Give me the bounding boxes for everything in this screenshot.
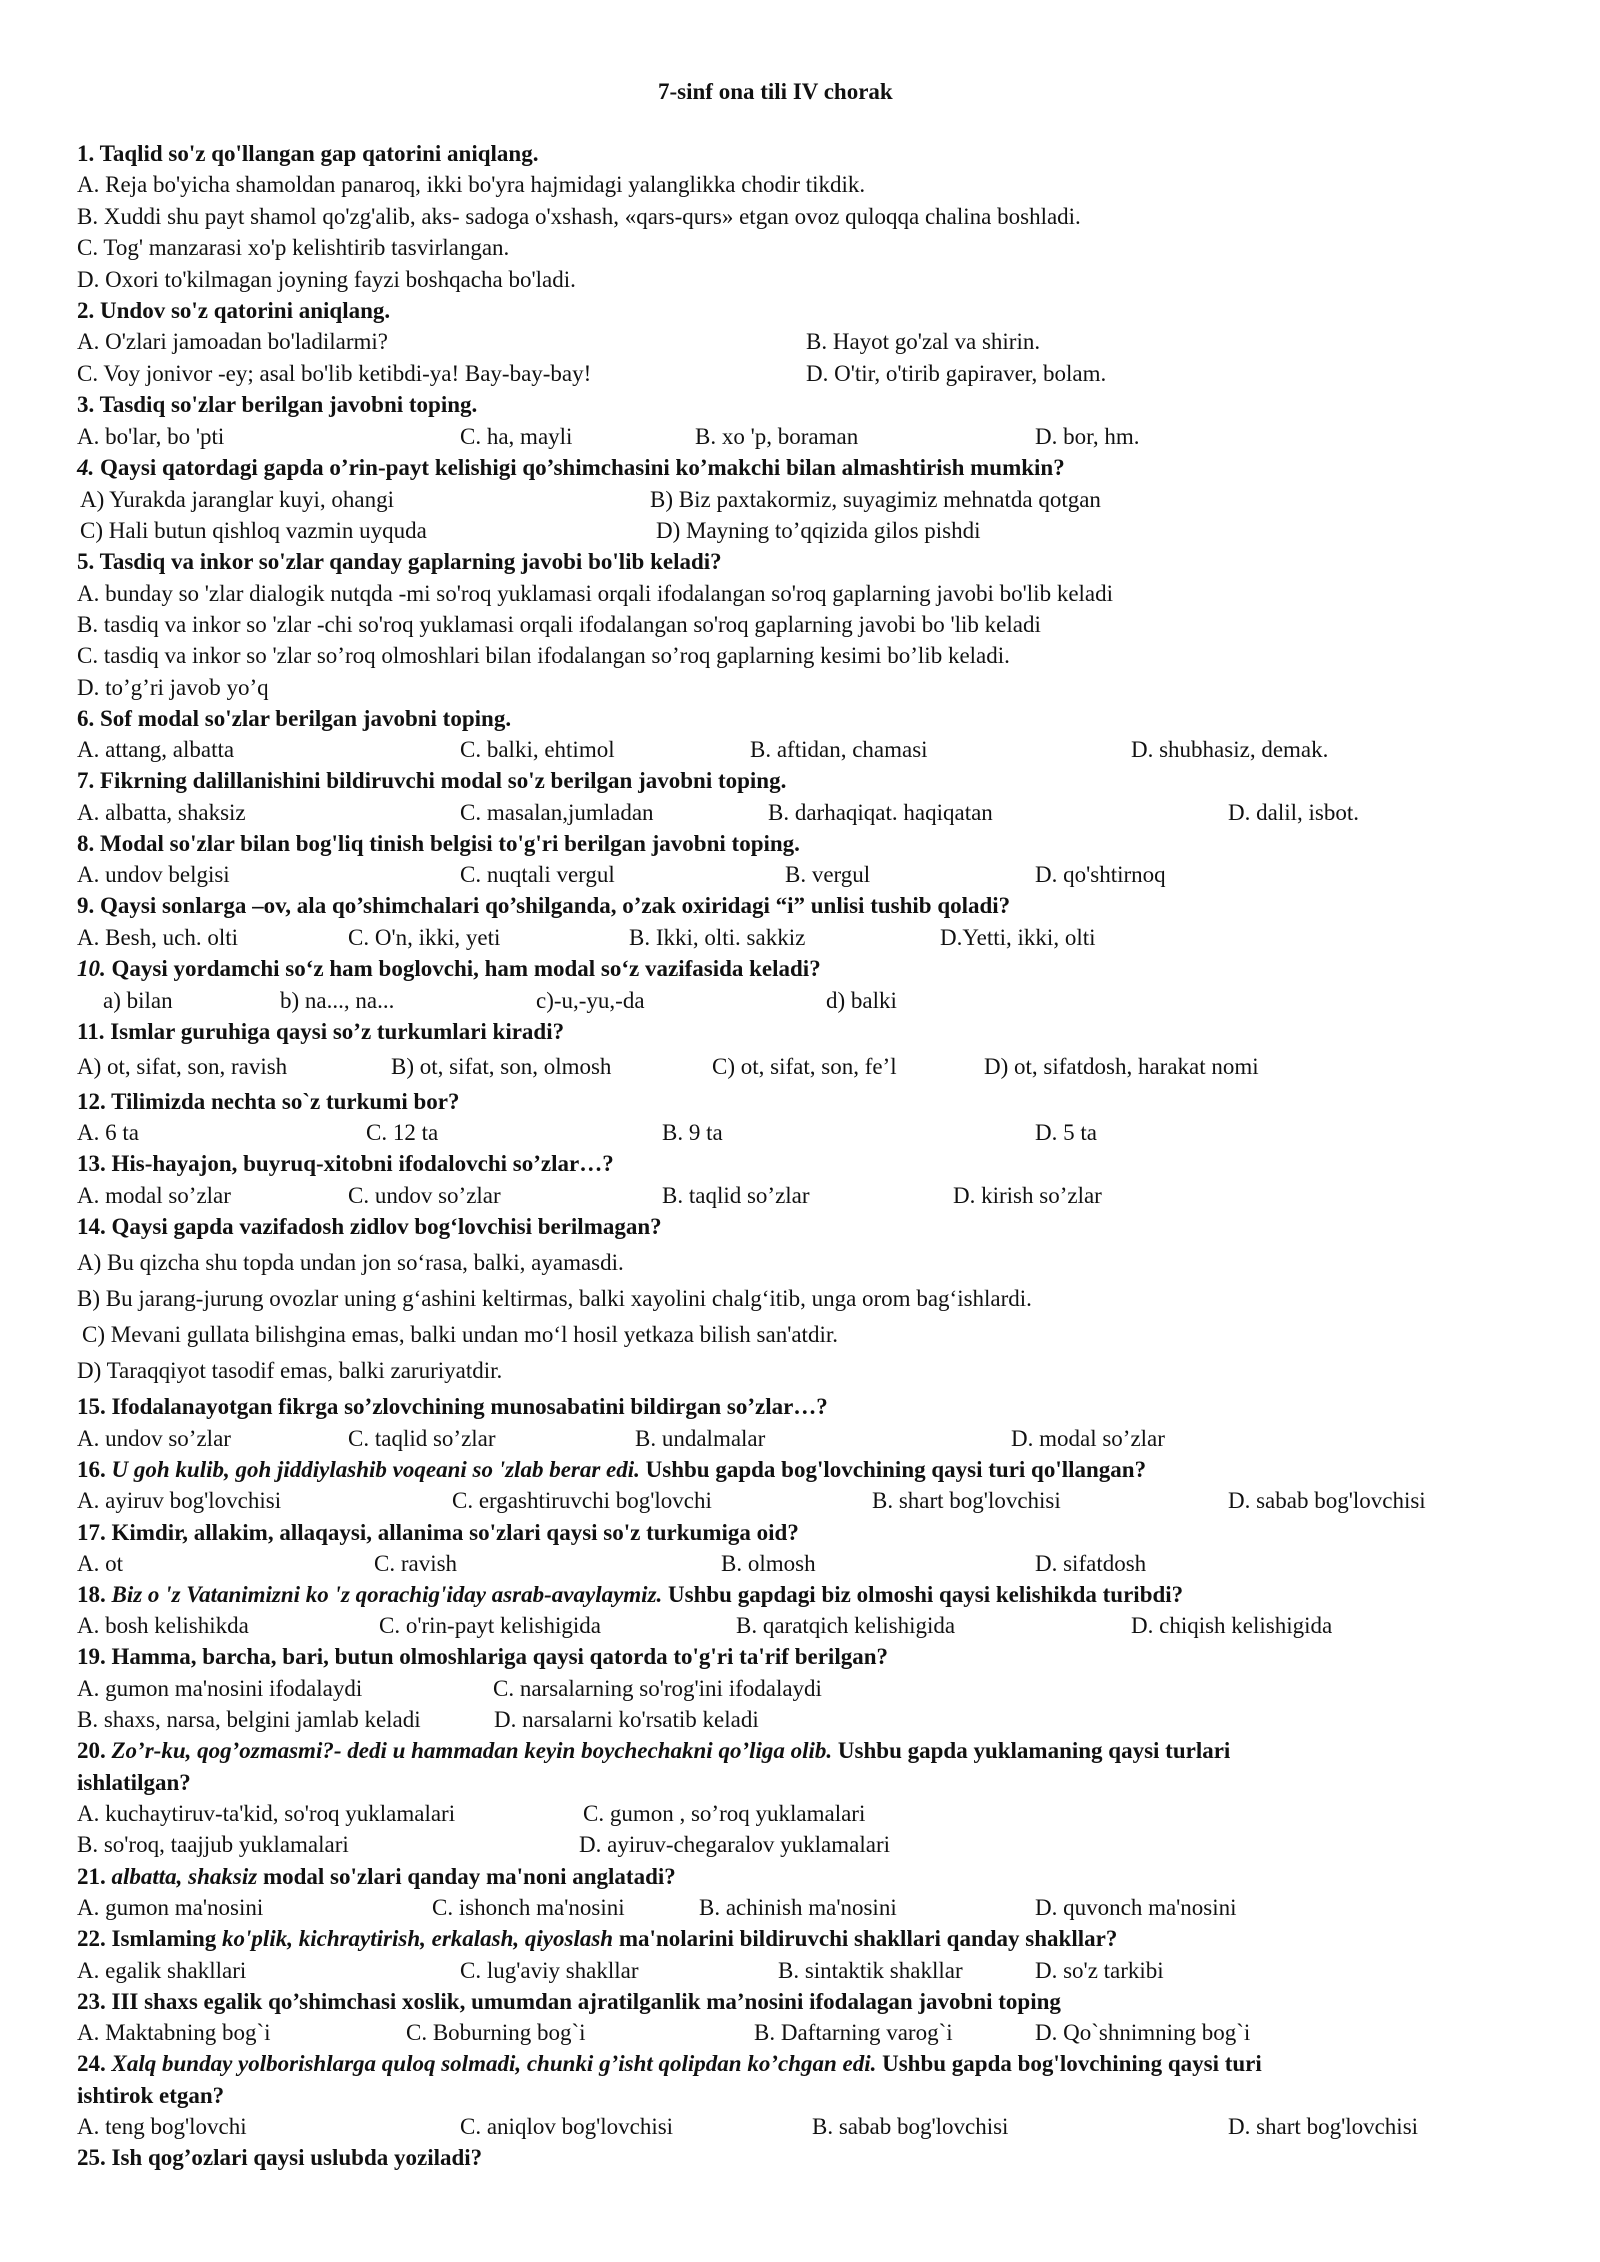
question-19: 19. Hamma, barcha, bari, butun olmoshlariga qaysi qatorda to'g'ri ta'rif berilgan? bbox=[77, 1644, 888, 1669]
q18-option-d: D. chiqish kelishigida bbox=[1131, 1613, 1333, 1638]
q5-option-b: B. tasdiq va inkor so 'zlar -chi so'roq yuklamasi orqali ifodalangan so'roq gaplarning javobi bo 'lib keladi bbox=[77, 612, 1041, 637]
q2-option-d: D. O'tir, o'tirib gapiraver, bolam. bbox=[806, 361, 1107, 386]
q20-option-c: C. gumon , so’roq yuklamalari bbox=[583, 1801, 866, 1826]
q17-option-b: B. olmosh bbox=[721, 1551, 816, 1576]
q8-option-d: D. qo'shtirnoq bbox=[1035, 862, 1166, 887]
q21-quote: albatta, shaksiz bbox=[111, 1864, 258, 1889]
q21-option-c: C. ishonch ma'nosini bbox=[432, 1895, 625, 1920]
question-24-continued: ishtirok etgan? bbox=[77, 2083, 225, 2108]
q2-option-c: C. Voy jonivor -ey; asal bo'lib ketibdi-ya! Bay-bay-bay! bbox=[77, 361, 592, 386]
q24-text: Ushbu gapda bog'lovchining qaysi turi bbox=[876, 2051, 1262, 2076]
question-2: 2. Undov so'z qatorini aniqlang. bbox=[77, 298, 391, 323]
q15-option-a: A. undov so’zlar bbox=[77, 1426, 231, 1451]
q21-option-d: D. quvonch ma'nosini bbox=[1035, 1895, 1237, 1920]
q18-text: Ushbu gapdagi biz olmoshi qaysi kelishikda turibdi? bbox=[662, 1582, 1184, 1607]
q15-option-c: C. taqlid so’zlar bbox=[348, 1426, 496, 1451]
q10-text: Qaysi yordamchi so‘z ham boglovchi, ham modal so‘z vazifasida keladi? bbox=[105, 956, 821, 981]
q13-option-c: C. undov so’zlar bbox=[348, 1183, 501, 1208]
q20-option-d: D. ayiruv-chegaralov yuklamalari bbox=[579, 1832, 891, 1857]
q18-option-b: B. qaratqich kelishigida bbox=[736, 1613, 956, 1638]
q16-quote: U goh kulib, goh jiddiylashib voqeani so 'zlab berar edi. bbox=[111, 1457, 640, 1482]
q1-option-c: C. Tog' manzarasi xo'p kelishtirib tasvirlangan. bbox=[77, 235, 510, 260]
q22-option-a: A. egalik shakllari bbox=[77, 1958, 247, 1983]
q16-option-a: A. ayiruv bog'lovchisi bbox=[77, 1488, 282, 1513]
q8-option-a: A. undov belgisi bbox=[77, 862, 230, 887]
q24-option-d: D. shart bog'lovchisi bbox=[1228, 2114, 1419, 2139]
question-8: 8. Modal so'zlar bilan bog'liq tinish belgisi to'g'ri berilgan javobni toping. bbox=[77, 831, 800, 856]
q20-option-a: A. kuchaytiruv-ta'kid, so'roq yuklamalari bbox=[77, 1801, 456, 1826]
question-20 bbox=[77, 1736, 1230, 1766]
q14-option-a: A) Bu qizcha shu topda undan jon so‘rasa, balki, ayamasdi. bbox=[77, 1250, 624, 1275]
q18-option-a: A. bosh kelishikda bbox=[77, 1613, 249, 1638]
question-22 bbox=[77, 1924, 1117, 1954]
q16-option-c: C. ergashtiruvchi bog'lovchi bbox=[452, 1488, 712, 1513]
q9-option-d: D.Yetti, ikki, olti bbox=[940, 925, 1096, 950]
q16-number: 16. bbox=[77, 1457, 106, 1482]
q17-option-d: D. sifatdosh bbox=[1035, 1551, 1147, 1576]
question-5: 5. Tasdiq va inkor so'zlar qanday gaplarning javobi bo'lib keladi? bbox=[77, 549, 722, 574]
q9-option-b: B. Ikki, olti. sakkiz bbox=[629, 925, 806, 950]
q10-option-a: a) bilan bbox=[103, 988, 173, 1013]
q13-option-a: A. modal so’zlar bbox=[77, 1183, 231, 1208]
q21-number: 21. bbox=[77, 1864, 106, 1889]
q21-option-a: A. gumon ma'nosini bbox=[77, 1895, 264, 1920]
question-20-continued: ishlatilgan? bbox=[77, 1770, 191, 1795]
q10-option-b: b) na..., na... bbox=[280, 988, 395, 1013]
q13-option-b: B. taqlid so’zlar bbox=[662, 1183, 810, 1208]
question-15: 15. Ifodalanayotgan fikrga so’zlovchining munosabatini bildirgan so’zlar…? bbox=[77, 1394, 828, 1419]
q7-option-c: C. masalan,jumladan bbox=[460, 800, 654, 825]
q18-option-c: C. o'rin-payt kelishigida bbox=[379, 1613, 601, 1638]
q4-option-d: D) Mayning to’qqizida gilos pishdi bbox=[656, 518, 981, 543]
q18-quote: Biz o 'z Vatanimizni ko 'z qorachig'iday asrab-avaylaymiz. bbox=[111, 1582, 663, 1607]
q12-option-d: D. 5 ta bbox=[1035, 1120, 1097, 1145]
q6-option-d: D. shubhasiz, demak. bbox=[1131, 737, 1329, 762]
q9-option-c: C. O'n, ikki, yeti bbox=[348, 925, 501, 950]
q23-option-c: C. Boburning bog`i bbox=[406, 2020, 586, 2045]
q14-option-c: C) Mevani gullata bilishgina emas, balki undan mo‘l hosil yetkaza bilish san'atdir. bbox=[82, 1322, 838, 1347]
q22-prefix: 22. Ismlaming bbox=[77, 1926, 223, 1951]
q1-option-d: D. Oxori to'kilmagan joyning fayzi boshqacha bo'ladi. bbox=[77, 267, 576, 292]
q19-option-b: B. shaxs, narsa, belgini jamlab keladi bbox=[77, 1707, 421, 1732]
q11-option-d: D) ot, sifatdosh, harakat nomi bbox=[984, 1054, 1259, 1079]
q20-option-b: B. so'roq, taajjub yuklamalari bbox=[77, 1832, 349, 1857]
q3-option-b: B. xo 'p, boraman bbox=[695, 424, 859, 449]
q12-option-b: B. 9 ta bbox=[662, 1120, 723, 1145]
q20-number: 20. bbox=[77, 1738, 106, 1763]
q4-text: Qaysi qatordagi gapda o’rin-payt kelishigi qo’shimchasini ko’makchi bilan almashtirish mumkin? bbox=[94, 455, 1065, 480]
q10-option-d: d) balki bbox=[826, 988, 897, 1013]
question-23: 23. III shaxs egalik qo’shimchasi xoslik, umumdan ajratilganlik ma’nosini ifodalagan javobni toping bbox=[77, 1989, 1061, 2014]
q5-option-c: C. tasdiq va inkor so 'zlar so’roq olmoshlari bilan ifodalangan so’roq gaplarning kesimi bo’lib keladi. bbox=[77, 643, 1010, 668]
q22-text: ma'nolarini bildiruvchi shakllari qanday shakllar? bbox=[613, 1926, 1118, 1951]
question-1: 1. Taqlid so'z qo'llangan gap qatorini aniqlang. bbox=[77, 141, 539, 166]
q2-option-b: B. Hayot go'zal va shirin. bbox=[806, 329, 1041, 354]
q3-option-d: D. bor, hm. bbox=[1035, 424, 1140, 449]
q18-number: 18. bbox=[77, 1582, 106, 1607]
question-12: 12. Tilimizda nechta so`z turkumi bor? bbox=[77, 1089, 460, 1114]
q3-option-a: A. bo'lar, bo 'pti bbox=[77, 424, 225, 449]
q4-option-a: A) Yurakda jaranglar kuyi, ohangi bbox=[80, 487, 395, 512]
q17-option-c: C. ravish bbox=[374, 1551, 458, 1576]
q21-text: modal so'zlari qanday ma'noni anglatadi? bbox=[257, 1864, 676, 1889]
q20-text: Ushbu gapda yuklamaning qaysi turlari bbox=[832, 1738, 1231, 1763]
q21-option-b: B. achinish ma'nosini bbox=[699, 1895, 897, 1920]
q23-option-b: B. Daftarning varog`i bbox=[754, 2020, 953, 2045]
question-7: 7. Fikrning dalillanishini bildiruvchi modal so'z berilgan javobni toping. bbox=[77, 768, 787, 793]
q7-option-a: A. albatta, shaksiz bbox=[77, 800, 246, 825]
question-25: 25. Ish qog’ozlari qaysi uslubda yoziladi? bbox=[77, 2145, 483, 2170]
q24-number: 24. bbox=[77, 2051, 106, 2076]
q4-option-b: B) Biz paxtakormiz, suyagimiz mehnatda qotgan bbox=[650, 487, 1101, 512]
question-21 bbox=[77, 1862, 676, 1892]
q23-option-d: D. Qo`shnimning bog`i bbox=[1035, 2020, 1251, 2045]
q19-option-c: C. narsalarning so'rog'ini ifodalaydi bbox=[493, 1676, 822, 1701]
question-3: 3. Tasdiq so'zlar berilgan javobni toping. bbox=[77, 392, 478, 417]
q14-option-d: D) Taraqqiyot tasodif emas, balki zaruriyatdir. bbox=[77, 1358, 503, 1383]
q6-option-b: B. aftidan, chamasi bbox=[750, 737, 928, 762]
question-14: 14. Qaysi gapda vazifadosh zidlov bog‘lovchisi berilmagan? bbox=[77, 1214, 662, 1239]
page-title: 7-sinf ona tili IV chorak bbox=[658, 79, 893, 104]
question-17: 17. Kimdir, allakim, allaqaysi, allanima so'zlari qaysi so'z turkumiga oid? bbox=[77, 1520, 799, 1545]
question-18 bbox=[77, 1580, 1183, 1610]
q10-option-c: c)-u,-yu,-da bbox=[536, 988, 645, 1013]
question-10 bbox=[77, 954, 821, 984]
q19-option-d: D. narsalarni ko'rsatib keladi bbox=[494, 1707, 759, 1732]
q1-option-a: A. Reja bo'yicha shamoldan panaroq, ikki bo'yra hajmidagi yalanglikka chodir tikdik. bbox=[77, 172, 866, 197]
q22-quote: ko'plik, kichraytirish, erkalash, qiyoslash bbox=[222, 1926, 614, 1951]
q19-option-a: A. gumon ma'nosini ifodalaydi bbox=[77, 1676, 363, 1701]
q24-option-a: A. teng bog'lovchi bbox=[77, 2114, 247, 2139]
q14-option-b: B) Bu jarang-jurung ovozlar uning g‘ashini keltirmas, balki xayolini chalg‘itib, unga orom bag‘ishlardi. bbox=[77, 1286, 1032, 1311]
q7-option-b: B. darhaqiqat. haqiqatan bbox=[768, 800, 993, 825]
q8-option-c: C. nuqtali vergul bbox=[460, 862, 615, 887]
q4-number: 4. bbox=[77, 455, 95, 480]
q22-option-c: C. lug'aviy shakllar bbox=[460, 1958, 639, 1983]
q24-quote: Xalq bunday yolborishlarga quloq solmadi, chunki g’isht qolipdan ko’chgan edi. bbox=[111, 2051, 877, 2076]
question-24 bbox=[77, 2049, 1262, 2079]
q11-option-a: A) ot, sifat, son, ravish bbox=[77, 1054, 288, 1079]
q15-option-b: B. undalmalar bbox=[635, 1426, 766, 1451]
question-13: 13. His-hayajon, buyruq-xitobni ifodalovchi so’zlar…? bbox=[77, 1151, 614, 1176]
q12-option-a: A. 6 ta bbox=[77, 1120, 139, 1145]
q4-option-c: C) Hali butun qishloq vazmin uyquda bbox=[80, 518, 427, 543]
q9-option-a: A. Besh, uch. olti bbox=[77, 925, 238, 950]
q16-option-b: B. shart bog'lovchisi bbox=[872, 1488, 1061, 1513]
q10-number: 10. bbox=[77, 956, 106, 981]
q13-option-d: D. kirish so’zlar bbox=[953, 1183, 1102, 1208]
q7-option-d: D. dalil, isbot. bbox=[1228, 800, 1359, 825]
question-11: 11. Ismlar guruhiga qaysi so’z turkumlari kiradi? bbox=[77, 1019, 565, 1044]
q2-option-a: A. O'zlari jamoadan bo'ladilarmi? bbox=[77, 329, 389, 354]
q3-option-c: C. ha, mayli bbox=[460, 424, 573, 449]
q15-option-d: D. modal so’zlar bbox=[1011, 1426, 1165, 1451]
q6-option-c: C. balki, ehtimol bbox=[460, 737, 615, 762]
q24-option-c: C. aniqlov bog'lovchisi bbox=[460, 2114, 674, 2139]
question-16 bbox=[77, 1455, 1146, 1485]
q11-option-b: B) ot, sifat, son, olmosh bbox=[391, 1054, 612, 1079]
q6-option-a: A. attang, albatta bbox=[77, 737, 235, 762]
q5-option-a: A. bunday so 'zlar dialogik nutqda -mi so'roq yuklamasi orqali ifodalangan so'roq gaplarning javobi bo'lib keladi bbox=[77, 581, 1114, 606]
q5-option-d: D. to’g’ri javob yo’q bbox=[77, 675, 269, 700]
q11-option-c: C) ot, sifat, son, fe’l bbox=[712, 1054, 897, 1079]
q22-option-d: D. so'z tarkibi bbox=[1035, 1958, 1164, 1983]
q23-option-a: A. Maktabning bog`i bbox=[77, 2020, 271, 2045]
question-6: 6. Sof modal so'zlar berilgan javobni toping. bbox=[77, 706, 512, 731]
q16-option-d: D. sabab bog'lovchisi bbox=[1228, 1488, 1426, 1513]
q16-text: Ushbu gapda bog'lovchining qaysi turi qo'llangan? bbox=[639, 1457, 1147, 1482]
q24-option-b: B. sabab bog'lovchisi bbox=[812, 2114, 1009, 2139]
q22-option-b: B. sintaktik shakllar bbox=[778, 1958, 963, 1983]
q8-option-b: B. vergul bbox=[785, 862, 871, 887]
q17-option-a: A. ot bbox=[77, 1551, 123, 1576]
q20-quote: Zo’r-ku, qog’ozmasmi?- dedi u hammadan keyin boychechakni qo’liga olib. bbox=[111, 1738, 833, 1763]
q1-option-b: B. Xuddi shu payt shamol qo'zg'alib, aks- sadoga o'xshash, «qars-qurs» etgan ovoz quloqqa chalina boshladi. bbox=[77, 204, 1081, 229]
question-9: 9. Qaysi sonlarga –ov, ala qo’shimchalari qo’shilganda, o’zak oxiridagi “i” unlisi tushib qoladi? bbox=[77, 893, 1011, 918]
question-4 bbox=[77, 453, 1065, 483]
q12-option-c: C. 12 ta bbox=[366, 1120, 439, 1145]
